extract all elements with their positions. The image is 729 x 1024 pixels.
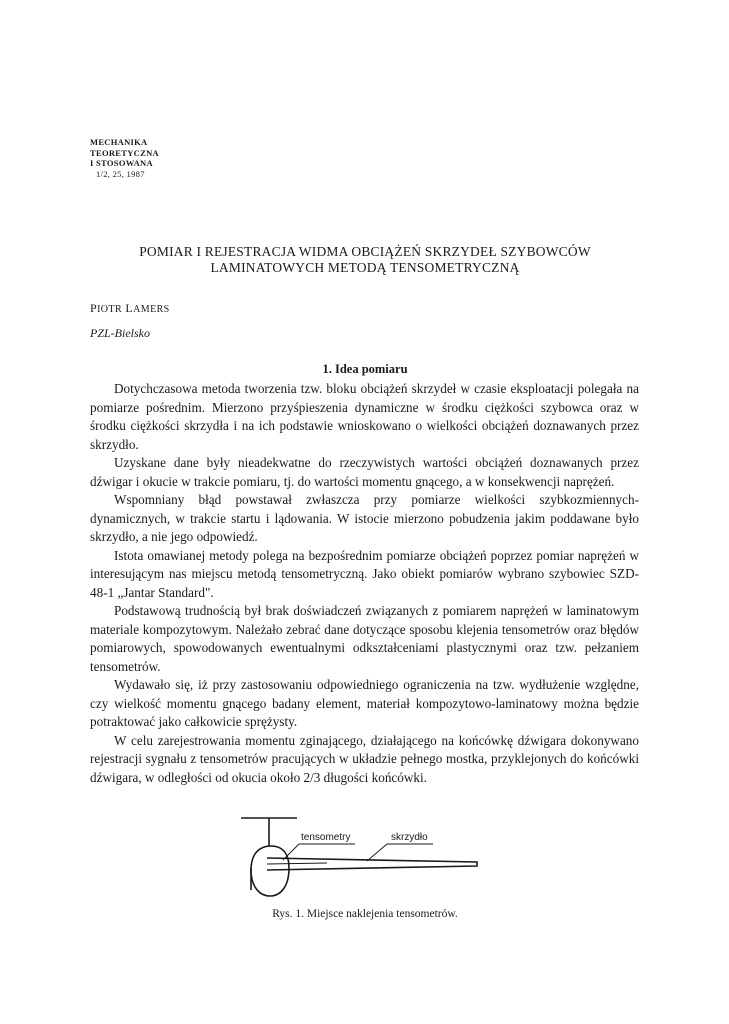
author-first-rest: IOTR [97, 304, 123, 315]
paragraph-2: Uzyskane dane były nieadekwatne do rzeczywistych wartości obciążeń doznawanych przez dźwigar i okucie w trakcie pomiaru, tj. do wartości momentu gnącego, a w konsekwencji naprężeń. [90, 455, 639, 489]
title-line-2: LAMINATOWYCH METODĄ TENSOMETRYCZNĄ [210, 260, 520, 275]
paragraph-1: Dotychczasowa metoda tworzenia tzw. bloku obciążeń skrzydeł w czasie eksploatacji polegała na pomiarze pośrednim. Mierzono przyśpieszenia dynamiczne w środku ciężkości szybowca oraz w środku ciężkości skrzydła i na ich podstawie wnioskowano o wielkości obciążeń doznawanych przez skrzydło. [90, 381, 639, 452]
author-affiliation: PZL-Bielsko [90, 326, 150, 340]
leader-skrzydlo [367, 844, 387, 861]
masthead-line-1: MECHANIKA [90, 137, 148, 147]
author-last-initial: L [125, 301, 134, 315]
wing-diagram [237, 808, 487, 908]
wing-outline [267, 858, 477, 870]
journal-masthead [90, 137, 159, 179]
label-skrzydlo: skrzydło [391, 832, 428, 843]
masthead-volume: 1/2, 25, 1987 [96, 168, 145, 179]
author-first-initial: P [90, 301, 98, 315]
article-title [90, 244, 640, 276]
body-text [90, 380, 639, 787]
paragraph-3: Wspomniany błąd powstawał zwłaszcza przy pomiarze wielkości szybkozmiennych-dynamicznych, w trakcie startu i lądowania. W istocie mierzono pobudzenia jakim poddawane było skrzydło, a nie jego odpowiedź. [90, 492, 639, 544]
title-line-1: POMIAR I REJESTRACJA WIDMA OBCIĄŻEŃ SKRZYDEŁ SZYBOWCÓW [139, 244, 591, 259]
author-last-rest: AMERS [133, 304, 170, 315]
paragraph-4: Istota omawianej metody polega na bezpośrednim pomiarze obciążeń poprzez pomiar naprężeń w interesującym nas miejscu metodą tensometryczną. Jako obiekt pomiarów wybrano szybowiec SZD-48-1 „Jantar Standard". [90, 547, 639, 600]
figure-caption: Rys. 1. Miejsce naklejenia tensometrów. [272, 908, 458, 920]
paragraph-5: Podstawową trudnością był brak doświadczeń związanych z pomiarem naprężeń w laminatowym materiale kompozytowym. Należało zebrać dane dotyczące sposobu klejenia tensometrów oraz błędów pomiarowych, spowodowanych ewentualnymi odkształceniami plastycznymi oraz tzw. pełzaniem tensometrów. [90, 603, 639, 674]
masthead-line-3: I STOSOWANA [90, 158, 153, 168]
fuselage-outline [251, 846, 289, 896]
author-name [90, 301, 170, 316]
spar [267, 863, 327, 864]
paragraph-6: Wydawało się, iż przy zastosowaniu odpowiedniego ograniczenia na tzw. wydłużenie względne, czy wielkość momentu gnącego badany element, materiał kompozytowo-laminatowy można będzie potraktować jako całkowicie sprężysty. [90, 677, 639, 729]
masthead-line-2: TEORETYCZNA [90, 147, 159, 158]
paragraph-7: W celu zarejestrowania momentu zginającego, działającego na końcówkę dźwigara dokonywano rejestracji sygnału z tensometrów pracujących w układzie pełnego mostka, przyklejonych do końcówki dźwigara, w odległości od okucia około 2/3 długości końcówki. [90, 732, 639, 785]
section-heading: 1. Idea pomiaru [322, 362, 408, 376]
label-tensometry: tensometry [301, 832, 351, 843]
